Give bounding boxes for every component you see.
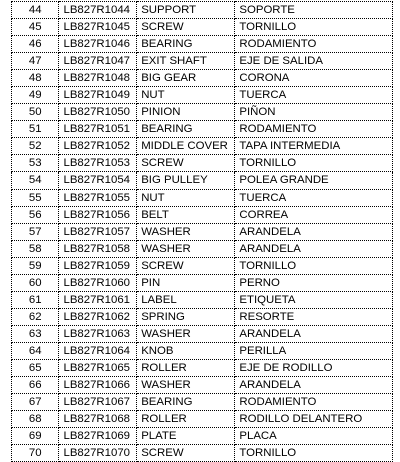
part-number-cell: 60 bbox=[12, 274, 59, 291]
part-number-cell: 44 bbox=[12, 2, 59, 19]
part-name-spanish-cell: PIÑON bbox=[235, 104, 393, 121]
part-name-spanish-cell: SOPORTE bbox=[235, 2, 393, 19]
table-row bbox=[12, 394, 393, 411]
part-name-english-cell: BIG PULLEY bbox=[137, 172, 235, 189]
part-name-english-cell: PINION bbox=[137, 104, 235, 121]
part-code-cell: LB827R1068 bbox=[59, 411, 137, 428]
part-number-cell: 56 bbox=[12, 206, 59, 223]
part-code-cell: LB827R1053 bbox=[59, 155, 137, 172]
part-name-spanish-cell: ETIQUETA bbox=[235, 291, 393, 308]
part-name-spanish-cell: RODAMIENTO bbox=[235, 36, 393, 53]
part-name-english-cell: NUT bbox=[137, 189, 235, 206]
part-code-cell: LB827R1046 bbox=[59, 36, 137, 53]
part-name-spanish-cell: RODAMIENTO bbox=[235, 121, 393, 138]
part-code-cell: LB827R1070 bbox=[59, 445, 137, 462]
part-number-cell: 59 bbox=[12, 257, 59, 274]
part-number-cell: 70 bbox=[12, 445, 59, 462]
part-name-english-cell: SUPPORT bbox=[137, 2, 235, 19]
part-name-spanish-cell: RESORTE bbox=[235, 308, 393, 325]
part-code-cell: LB827R1057 bbox=[59, 223, 137, 240]
part-name-spanish-cell: TORNILLO bbox=[235, 257, 393, 274]
part-name-spanish-cell: TORNILLO bbox=[235, 445, 393, 462]
part-name-spanish-cell: TORNILLO bbox=[235, 155, 393, 172]
table-row bbox=[12, 104, 393, 121]
part-name-english-cell: SCREW bbox=[137, 257, 235, 274]
part-name-spanish-cell: EJE DE RODILLO bbox=[235, 359, 393, 376]
table-row bbox=[12, 70, 393, 87]
part-number-cell: 63 bbox=[12, 325, 59, 342]
part-number-cell: 50 bbox=[12, 104, 59, 121]
part-code-cell: LB827R1047 bbox=[59, 53, 137, 70]
part-name-english-cell: WASHER bbox=[137, 377, 235, 394]
part-name-english-cell: LABEL bbox=[137, 291, 235, 308]
part-name-spanish-cell: ARANDELA bbox=[235, 325, 393, 342]
table-row bbox=[12, 274, 393, 291]
part-number-cell: 48 bbox=[12, 70, 59, 87]
part-code-cell: LB827R1064 bbox=[59, 342, 137, 359]
part-number-cell: 61 bbox=[12, 291, 59, 308]
parts-table bbox=[11, 1, 393, 462]
part-code-cell: LB827R1054 bbox=[59, 172, 137, 189]
part-name-spanish-cell: ARANDELA bbox=[235, 377, 393, 394]
part-name-spanish-cell: RODILLO DELANTERO bbox=[235, 411, 393, 428]
part-code-cell: LB827R1060 bbox=[59, 274, 137, 291]
part-code-cell: LB827R1055 bbox=[59, 189, 137, 206]
part-name-spanish-cell: TUERCA bbox=[235, 87, 393, 104]
part-number-cell: 54 bbox=[12, 172, 59, 189]
part-name-english-cell: SCREW bbox=[137, 19, 235, 36]
part-name-english-cell: WASHER bbox=[137, 325, 235, 342]
part-name-english-cell: ROLLER bbox=[137, 411, 235, 428]
table-row bbox=[12, 2, 393, 19]
part-name-english-cell: BEARING bbox=[137, 36, 235, 53]
part-number-cell: 58 bbox=[12, 240, 59, 257]
part-name-english-cell: PLATE bbox=[137, 428, 235, 445]
part-code-cell: LB827R1056 bbox=[59, 206, 137, 223]
table-row bbox=[12, 155, 393, 172]
part-name-english-cell: NUT bbox=[137, 87, 235, 104]
part-number-cell: 57 bbox=[12, 223, 59, 240]
table-row bbox=[12, 87, 393, 104]
table-row bbox=[12, 377, 393, 394]
part-name-spanish-cell: RODAMIENTO bbox=[235, 394, 393, 411]
part-number-cell: 69 bbox=[12, 428, 59, 445]
table-row bbox=[12, 53, 393, 70]
table-row bbox=[12, 19, 393, 36]
part-name-english-cell: SCREW bbox=[137, 445, 235, 462]
table-row bbox=[12, 138, 393, 155]
part-name-english-cell: BEARING bbox=[137, 121, 235, 138]
part-code-cell: LB827R1069 bbox=[59, 428, 137, 445]
part-code-cell: LB827R1062 bbox=[59, 308, 137, 325]
part-code-cell: LB827R1045 bbox=[59, 19, 137, 36]
table-row bbox=[12, 342, 393, 359]
part-code-cell: LB827R1063 bbox=[59, 325, 137, 342]
table-row bbox=[12, 325, 393, 342]
part-code-cell: LB827R1049 bbox=[59, 87, 137, 104]
part-name-spanish-cell: ARANDELA bbox=[235, 240, 393, 257]
part-name-english-cell: PIN bbox=[137, 274, 235, 291]
part-number-cell: 65 bbox=[12, 359, 59, 376]
part-number-cell: 47 bbox=[12, 53, 59, 70]
part-code-cell: LB827R1050 bbox=[59, 104, 137, 121]
part-name-english-cell: EXIT SHAFT bbox=[137, 53, 235, 70]
table-row bbox=[12, 428, 393, 445]
part-name-english-cell: BEARING bbox=[137, 394, 235, 411]
part-number-cell: 66 bbox=[12, 377, 59, 394]
table-row bbox=[12, 411, 393, 428]
parts-table-body bbox=[12, 2, 393, 462]
part-number-cell: 55 bbox=[12, 189, 59, 206]
part-number-cell: 52 bbox=[12, 138, 59, 155]
part-name-english-cell: MIDDLE COVER bbox=[137, 138, 235, 155]
table-row bbox=[12, 240, 393, 257]
part-name-spanish-cell: POLEA GRANDE bbox=[235, 172, 393, 189]
part-name-spanish-cell: PERNO bbox=[235, 274, 393, 291]
table-row bbox=[12, 308, 393, 325]
part-name-spanish-cell: TORNILLO bbox=[235, 19, 393, 36]
part-code-cell: LB827R1061 bbox=[59, 291, 137, 308]
part-code-cell: LB827R1051 bbox=[59, 121, 137, 138]
table-row bbox=[12, 291, 393, 308]
part-number-cell: 45 bbox=[12, 19, 59, 36]
part-number-cell: 53 bbox=[12, 155, 59, 172]
part-code-cell: LB827R1066 bbox=[59, 377, 137, 394]
part-name-english-cell: ROLLER bbox=[137, 359, 235, 376]
part-name-english-cell: WASHER bbox=[137, 240, 235, 257]
part-number-cell: 67 bbox=[12, 394, 59, 411]
part-code-cell: LB827R1067 bbox=[59, 394, 137, 411]
part-number-cell: 46 bbox=[12, 36, 59, 53]
part-name-english-cell: BELT bbox=[137, 206, 235, 223]
part-name-english-cell: SPRING bbox=[137, 308, 235, 325]
table-row bbox=[12, 223, 393, 240]
part-name-english-cell: BIG GEAR bbox=[137, 70, 235, 87]
table-row bbox=[12, 36, 393, 53]
part-name-english-cell: WASHER bbox=[137, 223, 235, 240]
part-code-cell: LB827R1048 bbox=[59, 70, 137, 87]
part-name-spanish-cell: PERILLA bbox=[235, 342, 393, 359]
part-name-spanish-cell: CORREA bbox=[235, 206, 393, 223]
part-number-cell: 62 bbox=[12, 308, 59, 325]
part-number-cell: 64 bbox=[12, 342, 59, 359]
table-row bbox=[12, 257, 393, 274]
part-code-cell: LB827R1065 bbox=[59, 359, 137, 376]
part-number-cell: 49 bbox=[12, 87, 59, 104]
part-code-cell: LB827R1044 bbox=[59, 2, 137, 19]
table-row bbox=[12, 172, 393, 189]
part-code-cell: LB827R1058 bbox=[59, 240, 137, 257]
table-row bbox=[12, 445, 393, 462]
part-name-spanish-cell: TAPA INTERMEDIA bbox=[235, 138, 393, 155]
part-name-spanish-cell: PLACA bbox=[235, 428, 393, 445]
part-code-cell: LB827R1052 bbox=[59, 138, 137, 155]
table-row bbox=[12, 206, 393, 223]
part-name-english-cell: SCREW bbox=[137, 155, 235, 172]
part-code-cell: LB827R1059 bbox=[59, 257, 137, 274]
part-number-cell: 51 bbox=[12, 121, 59, 138]
table-row bbox=[12, 359, 393, 376]
part-name-english-cell: KNOB bbox=[137, 342, 235, 359]
part-number-cell: 68 bbox=[12, 411, 59, 428]
table-row bbox=[12, 121, 393, 138]
part-name-spanish-cell: ARANDELA bbox=[235, 223, 393, 240]
table-row bbox=[12, 189, 393, 206]
part-name-spanish-cell: TUERCA bbox=[235, 189, 393, 206]
part-name-spanish-cell: EJE DE SALIDA bbox=[235, 53, 393, 70]
part-name-spanish-cell: CORONA bbox=[235, 70, 393, 87]
